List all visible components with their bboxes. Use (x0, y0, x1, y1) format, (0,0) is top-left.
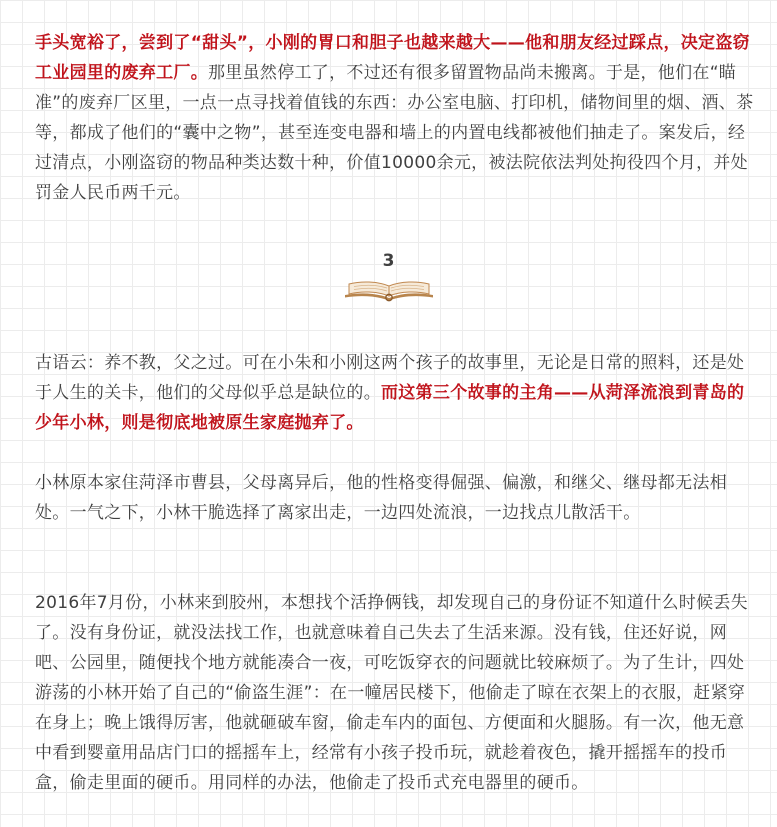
section-divider (0, 248, 777, 302)
paragraph-3: 小林原本家住菏泽市曹县，父母离异后，他的性格变得倔强、偏激，和继父、继母都无法相处。一气之下，小林干脆选择了离家出走，一边四处流浪，一边找点儿散活干。 (35, 473, 727, 523)
open-book-icon (344, 278, 434, 302)
paragraph-1-highlight: 手头宽裕了，尝到了“甜头”，小刚的胃口和胆子也越来越大——他和朋友经过踩点，决定盗窃工业园里的废弃工厂。 (35, 33, 750, 83)
paragraph-2-highlight: 而这第三个故事的主角——从菏泽流浪到青岛的少年小林，则是彻底地被原生家庭抛弃了。 (35, 383, 745, 433)
paragraph-1-text: 那里虽然停工了，不过还有很多留置物品尚未搬离。于是，他们在“瞄准”的废弃厂区里，一点一点寻找着值钱的东西：办公室电脑、打印机，储物间里的烟、酒、茶等，都成了他们的“囊中之物”，甚至连变电器和墙上的内置电线都被他们抽走了。案发后，经过清点，小刚盗窃的物品种类达数十种，价值10000余元，被法院依法判处拘役四个月，并处罚金人民币两千元。 (35, 63, 754, 203)
paragraph-4: 2016年7月份，小林来到胶州，本想找个活挣俩钱，却发现自己的身份证不知道什么时候丢失了。没有身份证，就没法找工作，也就意味着自己失去了生活来源。没有钱，住还好说，网吧、公园里，随便找个地方就能凑合一夜，可吃饭穿衣的问题就比较麻烦了。为了生计，四处游荡的小林开始了自己的“偷盗生涯”：在一幢居民楼下，他偷走了晾在衣架上的衣服，赶紧穿在身上；晚上饿得厉害，他就砸破车窗，偷走车内的面包、方便面和火腿肠。有一次，他无意中看到婴童用品店门口的摇摇车上，经常有小孩子投币玩，就趁着夜色，撬开摇摇车的投币盒，偷走里面的硬币。用同样的办法，他偷走了投币式充电器里的硬币。 (35, 593, 748, 793)
paragraph-2-text: 古语云：养不教，父之过。可在小朱和小刚这两个孩子的故事里，无论是日常的照料，还是处于人生的关卡，他们的父母似乎总是缺位的。 (35, 353, 745, 403)
paragraph-1 (35, 28, 757, 208)
paragraph-2 (35, 348, 757, 438)
section-number: 3 (382, 251, 395, 271)
